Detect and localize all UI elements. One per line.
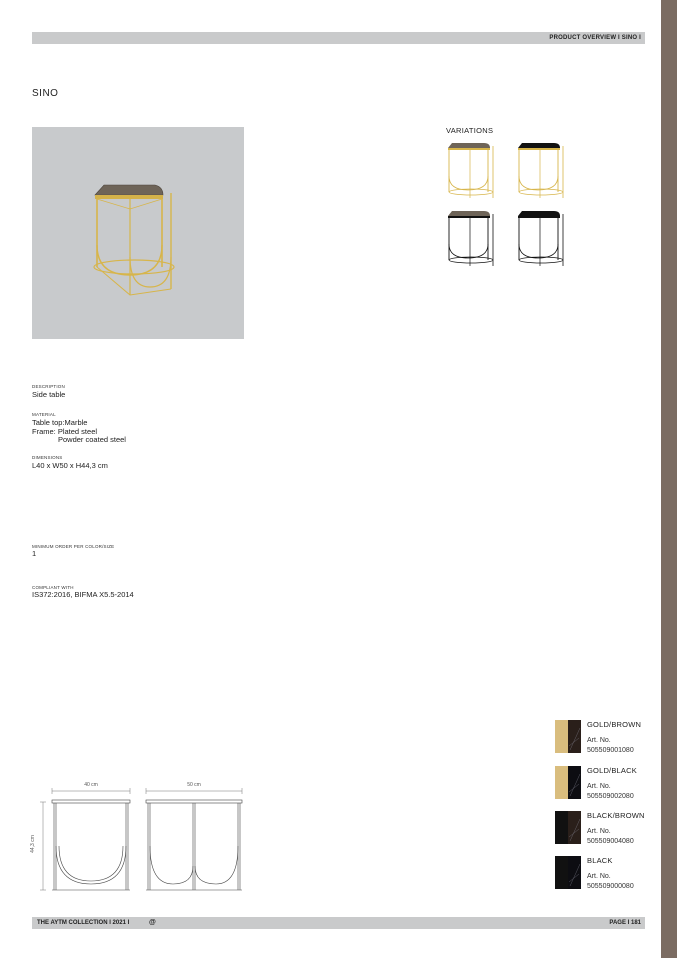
- width-dimension-label: 40 cm: [84, 782, 98, 788]
- depth-dimension-label: 50 cm: [187, 782, 201, 788]
- side-accent-strip: [661, 0, 677, 958]
- material-line-3: Powder coated steel: [58, 435, 126, 444]
- page-title: SINO: [32, 88, 59, 99]
- swatch-name: BLACK/BROWN: [587, 811, 645, 820]
- variations-label: VARIATIONS: [446, 126, 494, 135]
- swatch-art-number: 505509004080: [587, 837, 634, 845]
- color-swatch[interactable]: [555, 811, 581, 844]
- color-swatch[interactable]: [555, 856, 581, 889]
- min-order-label: MINIMUM ORDER PER COLOR/SIZE: [32, 544, 115, 549]
- dimension-drawing: [28, 776, 248, 894]
- variation-thumbnail[interactable]: [516, 142, 566, 200]
- swatch-art-number: 505509000080: [587, 882, 634, 890]
- swatch-article: [587, 782, 634, 801]
- swatch-article: [587, 736, 634, 755]
- swatch-article: [587, 827, 634, 846]
- swatch-name: GOLD/BLACK: [587, 766, 637, 775]
- swatch-article: [587, 872, 634, 891]
- swatch-art-label: Art. No.: [587, 737, 611, 744]
- height-dimension-label: 44,3 cm: [30, 835, 36, 853]
- swatch-art-label: Art. No.: [587, 828, 611, 835]
- footer-page-number: PAGE I 181: [609, 920, 641, 926]
- at-icon: @: [149, 919, 156, 926]
- product-hero-image: [32, 127, 244, 339]
- variation-thumbnail[interactable]: [446, 210, 496, 268]
- swatch-art-label: Art. No.: [587, 783, 611, 790]
- description-label: DESCRIPTION: [32, 384, 65, 389]
- compliant-label: COMPLIANT WITH: [32, 585, 74, 590]
- swatch-art-label: Art. No.: [587, 873, 611, 880]
- dimensions-label: DIMENSIONS: [32, 455, 63, 460]
- min-order-value: 1: [32, 549, 37, 558]
- header-bar: [32, 32, 645, 44]
- variation-thumbnail[interactable]: [446, 142, 496, 200]
- technical-drawing: [28, 776, 248, 894]
- color-swatch[interactable]: [555, 720, 581, 753]
- swatch-art-number: 505509002080: [587, 792, 634, 800]
- compliant-value: IS372:2016, BIFMA X5.5-2014: [32, 590, 134, 599]
- breadcrumb: PRODUCT OVERVIEW I SINO I: [549, 34, 641, 41]
- description-value: Side table: [32, 390, 66, 399]
- dimensions-value: L40 x W50 x H44,3 cm: [32, 461, 108, 470]
- footer-collection: THE AYTM COLLECTION I 2021 I: [37, 920, 130, 926]
- material-line-2: Frame: Plated steel: [32, 426, 98, 436]
- footer-bar: [32, 917, 645, 929]
- variation-thumbnail[interactable]: [516, 210, 566, 268]
- swatch-name: GOLD/BROWN: [587, 720, 642, 729]
- swatch-name: BLACK: [587, 856, 613, 865]
- side-table-illustration: [32, 127, 244, 339]
- material-value: [32, 419, 126, 445]
- color-swatch[interactable]: [555, 766, 581, 799]
- swatch-art-number: 505509001080: [587, 746, 634, 754]
- material-label: MATERIAL: [32, 412, 56, 417]
- material-line-1: Table top:Marble: [32, 418, 88, 427]
